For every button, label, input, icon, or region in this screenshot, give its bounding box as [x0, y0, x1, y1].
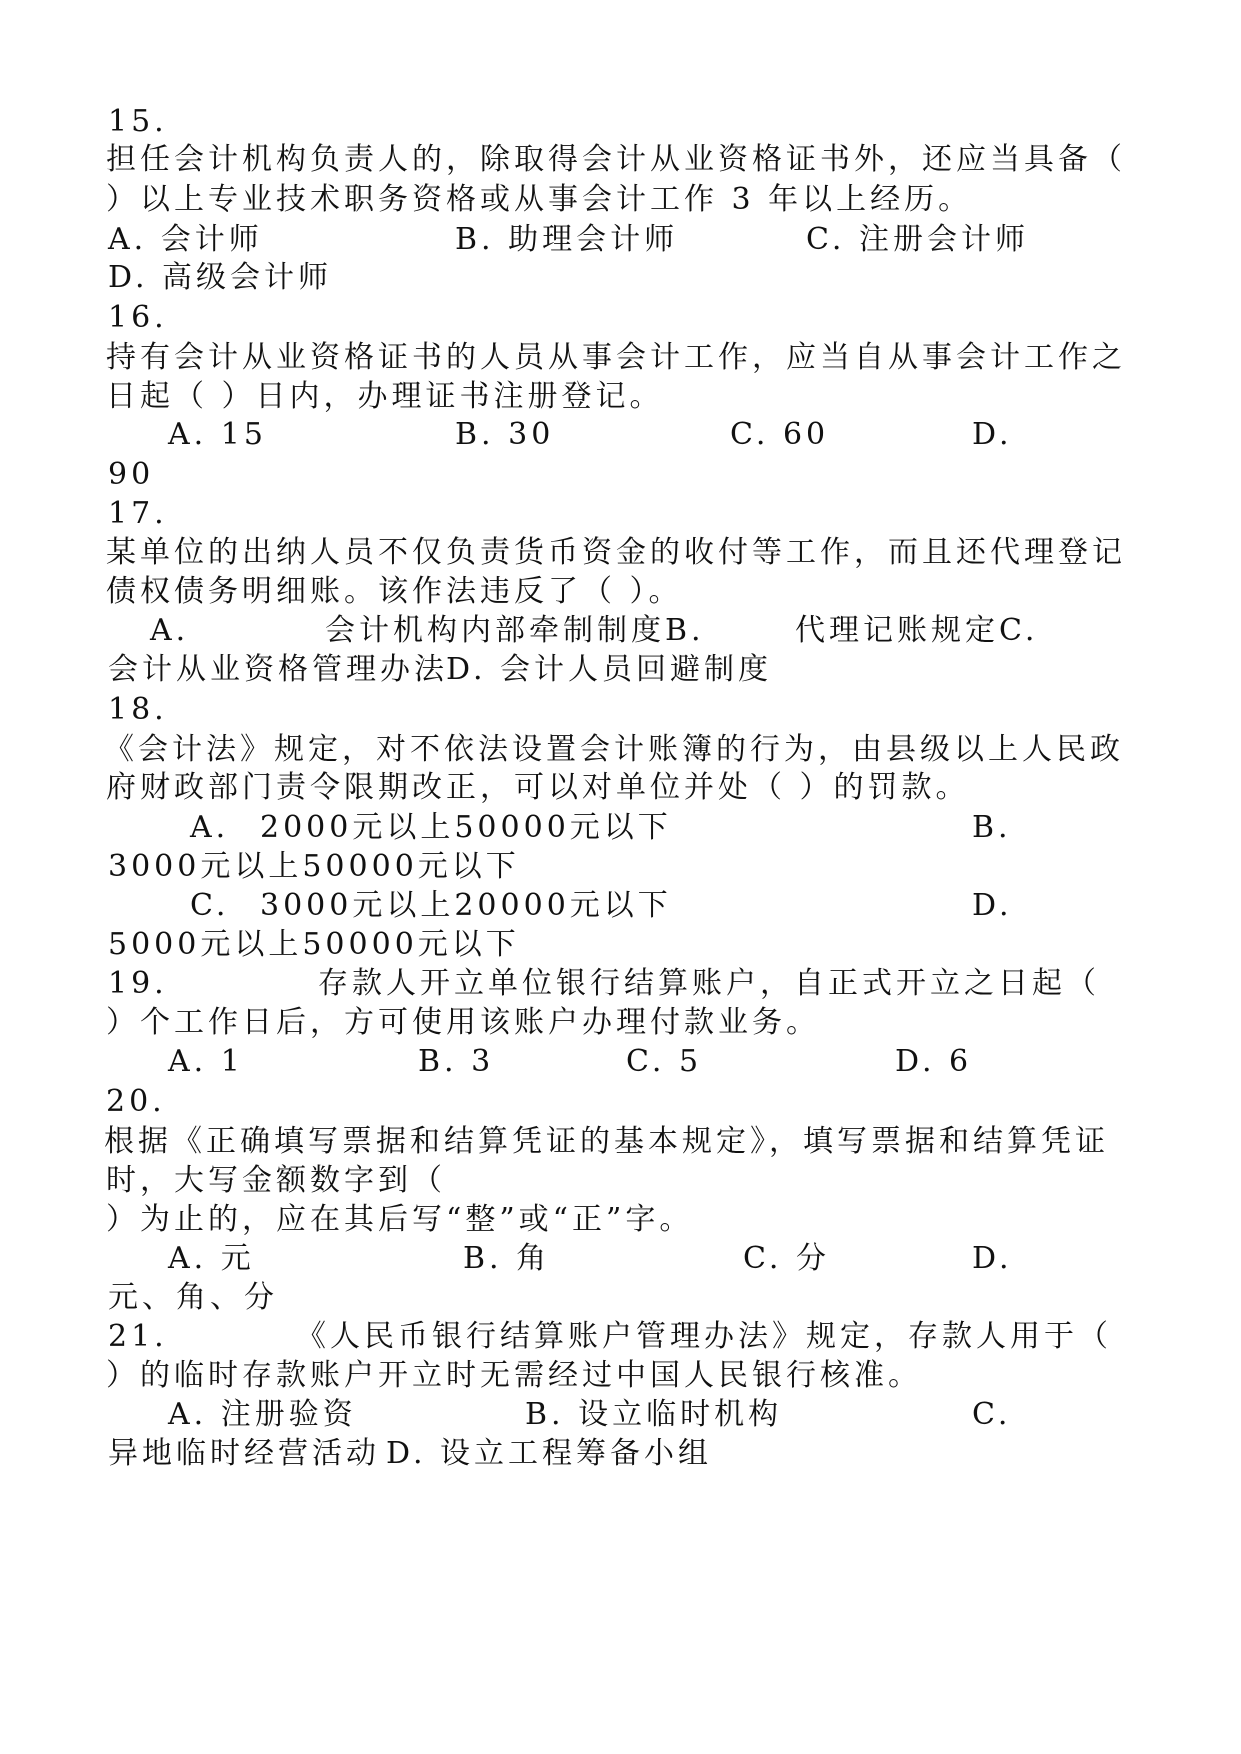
question-stem: 《人民币银行结算账户管理办法》规定，存款人用于（	[296, 1319, 1112, 1354]
question-stem: 持有会计从业资格证书的人员从事会计工作，应当自从事会计工作之	[106, 340, 1126, 375]
question-stem: ）个工作日后，方可使用该账户办理付款业务。	[106, 1005, 820, 1040]
option-b: B. 30	[455, 417, 555, 452]
option-a-label: A.	[190, 810, 230, 845]
option-a-text: 2000元以上50000元以下	[260, 810, 672, 845]
option-d: D. 6	[895, 1044, 973, 1079]
question-number: 19.	[108, 966, 168, 1001]
option-a-text: 会计机构内部牵制制度B.	[325, 613, 705, 648]
option-c-text: 3000元以上20000元以下	[260, 888, 672, 923]
option-c-text: 异地临时经营活动	[108, 1436, 380, 1471]
option-d-label: D.	[972, 1241, 1013, 1276]
option-c-text: 会计从业资格管理办法	[108, 652, 448, 687]
question-number: 16.	[108, 300, 168, 335]
option-c: C. 分	[743, 1241, 830, 1276]
option-c: C. 60	[730, 417, 830, 452]
option-d-label: D.	[972, 417, 1013, 452]
option-c: C. 注册会计师	[806, 222, 1029, 257]
option-b: B. 助理会计师	[455, 222, 679, 257]
question-number: 17.	[108, 496, 168, 531]
option-b-label: B.	[972, 810, 1012, 845]
question-number: 20.	[106, 1084, 166, 1119]
question-stem: ）以上专业技术职务资格或从事会计工作 3 年以上经历。	[106, 182, 973, 217]
question-stem: 《会计法》规定，对不依法设置会计账簿的行为，由县级以上人民政	[104, 732, 1124, 767]
option-a: A. 注册验资	[168, 1397, 357, 1432]
question-number: 15.	[108, 104, 168, 139]
option-d-text: 元、角、分	[108, 1280, 278, 1315]
question-stem: 担任会计机构负责人的，除取得会计从业资格证书外，还应当具备（	[106, 142, 1126, 177]
option-a: A. 元	[168, 1241, 255, 1276]
option-a: A. 会计师	[108, 222, 263, 257]
question-number: 18.	[108, 692, 168, 727]
question-stem: ）为止的，应在其后写“整”或“正”字。	[106, 1202, 694, 1237]
question-stem: 某单位的出纳人员不仅负责货币资金的收付等工作，而且还代理登记	[106, 535, 1126, 570]
question-stem: 府财政部门责令限期改正，可以对单位并处（ ）的罚款。	[106, 770, 970, 805]
question-stem: 时，大写金额数字到（	[106, 1163, 446, 1198]
option-a: A. 1	[168, 1044, 244, 1079]
option-d-text: 5000元以上50000元以下	[108, 927, 520, 962]
option-c: C. 5	[626, 1044, 703, 1079]
option-c-label: C.	[190, 888, 230, 923]
option-c-label: C.	[972, 1397, 1012, 1432]
question-stem: 债权债务明细账。该作法违反了（ ）。	[106, 574, 683, 609]
option-b: B. 设立临时机构	[525, 1397, 783, 1432]
option-d: D. 设立工程筹备小组	[386, 1436, 713, 1471]
question-stem: 日起（ ）日内，办理证书注册登记。	[106, 379, 664, 414]
option-d: D. 会计人员回避制度	[446, 652, 773, 687]
option-b-text: 3000元以上50000元以下	[108, 849, 520, 884]
option-d-label: D.	[972, 888, 1013, 923]
option-b: B. 3	[418, 1044, 495, 1079]
question-stem: ）的临时存款账户开立时无需经过中国人民银行核准。	[106, 1358, 922, 1393]
option-a-label: A.	[150, 613, 190, 648]
option-b: B. 角	[463, 1241, 551, 1276]
option-d-text: 90	[108, 457, 155, 492]
option-b-text: 代理记账规定C.	[795, 613, 1039, 648]
question-number: 21.	[108, 1319, 168, 1354]
question-stem: 存款人开立单位银行结算账户，自正式开立之日起（	[318, 966, 1100, 1001]
question-stem: 根据《正确填写票据和结算凭证的基本规定》，填写票据和结算凭证	[104, 1124, 1109, 1159]
option-a: A. 15	[168, 417, 267, 452]
option-d: D. 高级会计师	[108, 260, 333, 295]
